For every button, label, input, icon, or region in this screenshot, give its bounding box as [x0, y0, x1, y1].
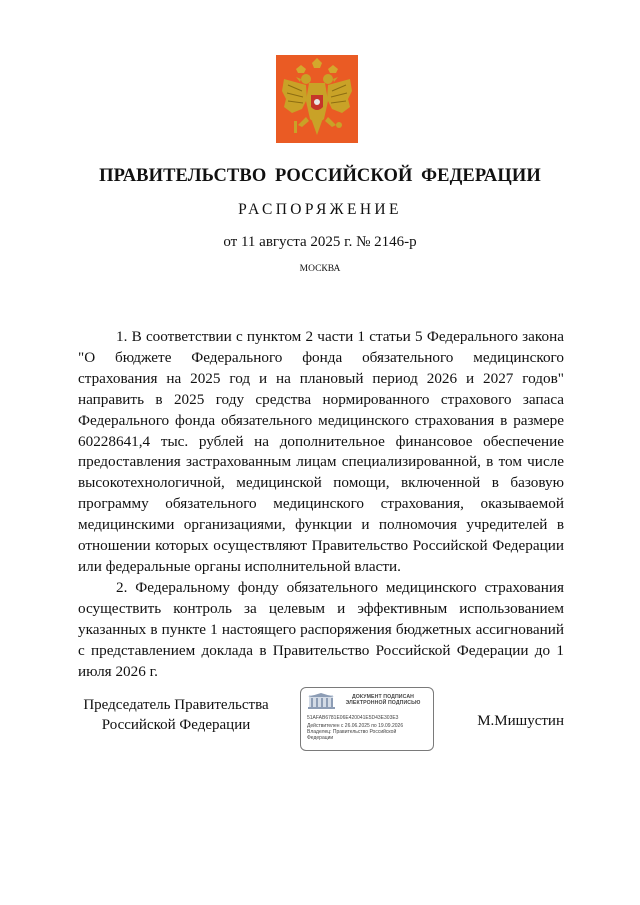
stamp-heading-line1: ДОКУМЕНТ ПОДПИСАН [351, 694, 415, 700]
signatory-title-line1: Председатель Правительства [83, 697, 269, 713]
document-city: МОСКВА [299, 264, 341, 274]
document-type: РАСПОРЯЖЕНИЕ [238, 201, 402, 218]
coat-of-arms-icon [276, 55, 358, 143]
stamp-heading-line2: ЭЛЕКТРОННОЙ ПОДПИСЬЮ [345, 700, 421, 707]
government-building-icon [307, 692, 337, 710]
stamp-owner-line2: Федерации [307, 735, 334, 741]
stamp-owner [307, 729, 429, 741]
signatory-title-line2: Российской Федерации [101, 717, 251, 733]
stamp-heading [337, 694, 429, 706]
signatory-title [76, 695, 276, 735]
stamp-validity: Действителен с 26.06.2025 по 19.09.2026 [307, 723, 404, 729]
document-body [78, 327, 564, 682]
stamp-serial: 51AFAB6781E06E420041E5D43E303E3 [307, 715, 399, 721]
government-title: ПРАВИТЕЛЬСТВО РОССИЙСКОЙ ФЕДЕРАЦИИ [99, 166, 541, 186]
document-date-number: от 11 августа 2025 г. № 2146-р [223, 234, 417, 250]
paragraph-2: 2. Федеральному фонду обязательного медицинского страхования осуществить контроль за целевым и эффективным использованием указанных в пункте 1 настоящего распоряжения бюджетных ассигнований с представлением доклада в Правительство Российской Федерации до 1 июля 2026 г. [78, 578, 564, 680]
paragraph-1: 1. В соответствии с пунктом 2 части 1 статьи 5 Федерального закона "О бюджете Федерального фонда обязательного медицинского страхования на 2025 год и на плановый период 2026 и 2027 годов" направить в 2025 году средства нормированного страхового запаса Федерального фонда обязательного медицинского страхования в размере 60228641,4 тыс. рублей на дополнительное финансовое обеспечение предоставления застрахованным лицам специализированной, в том числе высокотехнологичной, медицинской помощи, включенной в базовую программу обязательного медицинского страхования, оказываемой медицинскими организациями, функции и полномочия учредителей в отношении которых осуществляют Правительство Российской Федерации или федеральные органы исполнительной власти. [78, 328, 564, 575]
signatory-name: М.Мишустин [477, 713, 564, 729]
stamp-owner-line1: Владелец: Правительство Российской [307, 729, 397, 735]
electronic-signature-stamp [300, 687, 434, 751]
